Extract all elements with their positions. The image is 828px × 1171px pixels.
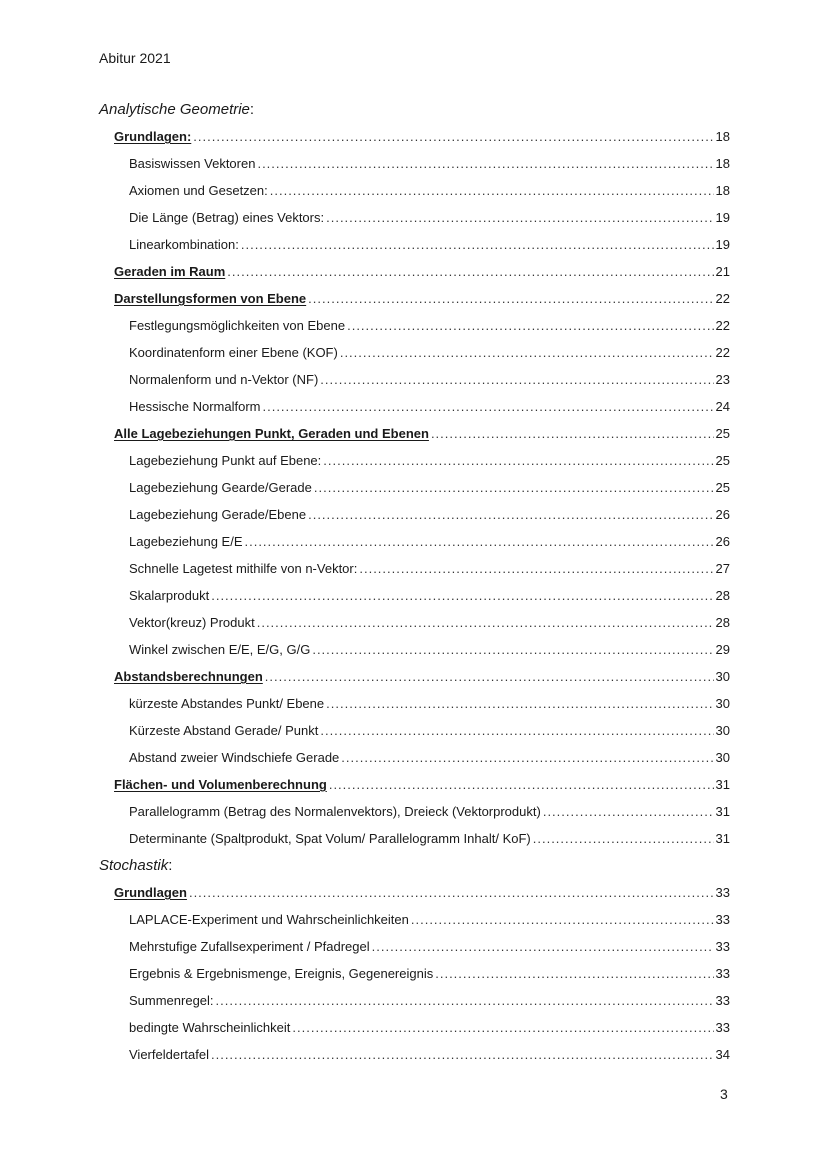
toc-section-title: Analytische Geometrie xyxy=(99,101,250,118)
dot-leader xyxy=(292,1014,713,1041)
toc-entry-label: kürzeste Abstandes Punkt/ Ebene xyxy=(129,696,325,711)
toc-entry-page-number: 23 xyxy=(715,372,730,387)
toc-entry-label: Linearkombination: xyxy=(129,237,239,252)
toc-section-colon: : xyxy=(249,101,255,118)
toc-entry-label: Geraden im Raum xyxy=(114,264,226,279)
toc-entry-page-number: 24 xyxy=(715,399,730,414)
dot-leader xyxy=(323,447,713,474)
toc-entry-page-number: 31 xyxy=(715,831,730,846)
toc-entry-label: Vierfeldertafel xyxy=(129,1047,209,1062)
dot-leader xyxy=(193,123,713,150)
toc-entry-page-number: 22 xyxy=(715,291,730,306)
toc-subentry[interactable] xyxy=(99,204,730,231)
toc-subentry[interactable] xyxy=(99,798,730,825)
dot-leader xyxy=(270,177,714,204)
dot-leader xyxy=(216,987,714,1014)
toc-subentry[interactable] xyxy=(99,339,730,366)
toc-subentry[interactable] xyxy=(99,366,730,393)
toc-subentry[interactable] xyxy=(99,150,730,177)
toc-subentry[interactable] xyxy=(99,825,730,852)
toc-entry-page-number: 25 xyxy=(715,453,730,468)
toc-subentry[interactable] xyxy=(99,690,730,717)
toc-entry-page-number: 19 xyxy=(715,237,730,252)
toc-entry-label: Normalenform und n-Vektor (NF) xyxy=(129,372,319,387)
dot-leader xyxy=(347,312,713,339)
dot-leader xyxy=(312,636,713,663)
dot-leader xyxy=(411,906,714,933)
dot-leader xyxy=(257,609,714,636)
toc-section-title: Stochastik xyxy=(99,857,169,874)
toc-subentry[interactable] xyxy=(99,474,730,501)
dot-leader xyxy=(308,285,713,312)
toc-subentry[interactable] xyxy=(99,744,730,771)
toc-subentry[interactable] xyxy=(99,933,730,960)
dot-leader xyxy=(314,474,714,501)
toc-entry-page-number: 33 xyxy=(715,993,730,1008)
toc-subentry[interactable] xyxy=(99,582,730,609)
toc-section-colon: : xyxy=(168,857,173,874)
dot-leader xyxy=(211,1041,714,1068)
toc-entry-page-number: 33 xyxy=(715,912,730,927)
toc-entry-label: Lagebeziehung Gearde/Gerade xyxy=(129,480,312,495)
toc-entry-page-number: 31 xyxy=(715,777,730,792)
dot-leader xyxy=(435,960,713,987)
toc-entry-label: Festlegungsmöglichkeiten von Ebene xyxy=(129,318,346,333)
toc-entry-label: Determinante (Spaltprodukt, Spat Volum/ Parallelogramm Inhalt/ KoF) xyxy=(129,831,531,846)
toc-entry-page-number: 26 xyxy=(715,507,730,522)
toc-entry-label: Koordinatenform einer Ebene (KOF) xyxy=(129,345,338,360)
toc-subentry[interactable] xyxy=(99,609,730,636)
dot-leader xyxy=(326,204,713,231)
toc-entry-page-number: 19 xyxy=(715,210,730,225)
dot-leader xyxy=(211,582,713,609)
toc-entry-label: Abstand zweier Windschiefe Gerade xyxy=(129,750,340,765)
dot-leader xyxy=(257,150,713,177)
toc-entry-page-number: 30 xyxy=(715,696,730,711)
toc-entry-label: Parallelogramm (Betrag des Normalenvektors), Dreieck (Vektorprodukt) xyxy=(129,804,541,819)
toc-chapter-entry[interactable] xyxy=(99,420,730,447)
toc-entry-page-number: 29 xyxy=(715,642,730,657)
dot-leader xyxy=(262,393,713,420)
toc-entry-label: Die Länge (Betrag) eines Vektors: xyxy=(129,210,325,225)
toc-entry-label: Axiomen und Gesetzen: xyxy=(129,183,268,198)
toc-entry-label: Vektor(kreuz) Produkt xyxy=(129,615,255,630)
toc-entry-label: Lagebeziehung Gerade/Ebene xyxy=(129,507,307,522)
toc-entry-label: bedingte Wahrscheinlichkeit xyxy=(129,1020,291,1035)
toc-subentry[interactable] xyxy=(99,987,730,1014)
toc-entry-page-number: 33 xyxy=(715,966,730,981)
toc-entry-page-number: 27 xyxy=(715,561,730,576)
toc-entry-label: Lagebeziehung E/E xyxy=(129,534,243,549)
toc-subentry[interactable] xyxy=(99,177,730,204)
dot-leader xyxy=(308,501,713,528)
dot-leader xyxy=(372,933,714,960)
dot-leader xyxy=(340,339,714,366)
toc-entry-page-number: 33 xyxy=(715,939,730,954)
dot-leader xyxy=(329,771,714,798)
toc-subentry[interactable] xyxy=(99,501,730,528)
dot-leader xyxy=(431,420,714,447)
toc-entry-label: Mehrstufige Zufallsexperiment / Pfadregel xyxy=(129,939,370,954)
toc-entry-label: Kürzeste Abstand Gerade/ Punkt xyxy=(129,723,319,738)
toc-subentry[interactable] xyxy=(99,1014,730,1041)
toc-subentry[interactable] xyxy=(99,906,730,933)
toc-entry-page-number: 22 xyxy=(715,318,730,333)
toc-subentry[interactable] xyxy=(99,528,730,555)
toc-chapter-entry[interactable] xyxy=(99,771,730,798)
toc-entry-page-number: 30 xyxy=(715,669,730,684)
toc-entry-label: Schnelle Lagetest mithilfe von n-Vektor: xyxy=(129,561,358,576)
toc-subentry[interactable] xyxy=(99,1041,730,1068)
toc-entry-page-number: 26 xyxy=(715,534,730,549)
toc-entry-label: LAPLACE-Experiment und Wahrscheinlichkeiten xyxy=(129,912,409,927)
toc-subentry[interactable] xyxy=(99,555,730,582)
toc-entry-page-number: 30 xyxy=(715,723,730,738)
dot-leader xyxy=(189,879,714,906)
toc-entry-label: Grundlagen xyxy=(114,885,187,900)
dot-leader xyxy=(341,744,713,771)
toc-chapter-entry[interactable] xyxy=(99,663,730,690)
toc-entry-label: Hessische Normalform xyxy=(129,399,261,414)
toc-subentry[interactable] xyxy=(99,393,730,420)
toc-entry-label: Grundlagen: xyxy=(114,129,192,144)
toc-entry-label: Flächen- und Volumenberechnung xyxy=(114,777,327,792)
toc-entry-page-number: 18 xyxy=(715,129,730,144)
toc-subentry[interactable] xyxy=(99,312,730,339)
toc-entry-label: Alle Lagebeziehungen Punkt, Geraden und Ebenen xyxy=(114,426,429,441)
toc-entry-label: Ergebnis & Ergebnismenge, Ereignis, Gegenereignis xyxy=(129,966,434,981)
toc-entry-page-number: 28 xyxy=(715,588,730,603)
dot-leader xyxy=(320,366,713,393)
toc-entry-label: Skalarprodukt xyxy=(129,588,210,603)
toc-section-heading xyxy=(99,96,730,123)
toc-entry-page-number: 31 xyxy=(715,804,730,819)
toc-chapter-entry[interactable] xyxy=(99,879,730,906)
toc-chapter-entry[interactable] xyxy=(99,258,730,285)
toc-section-heading xyxy=(99,852,730,879)
toc-entry-label: Abstandsberechnungen xyxy=(114,669,263,684)
toc-entry-page-number: 21 xyxy=(715,264,730,279)
toc-subentry[interactable] xyxy=(99,447,730,474)
toc-entry-page-number: 22 xyxy=(715,345,730,360)
toc-entry-label: Lagebeziehung Punkt auf Ebene: xyxy=(129,453,322,468)
toc-entry-page-number: 18 xyxy=(715,156,730,171)
dot-leader xyxy=(244,528,713,555)
toc-chapter-entry[interactable] xyxy=(99,285,730,312)
toc-entry-page-number: 25 xyxy=(715,480,730,495)
toc-entry-label: Winkel zwischen E/E, E/G, G/G xyxy=(129,642,311,657)
dot-leader xyxy=(543,798,714,825)
toc-subentry[interactable] xyxy=(99,717,730,744)
toc-entry-page-number: 30 xyxy=(715,750,730,765)
toc-entry-label: Summenregel: xyxy=(129,993,214,1008)
toc-entry-label: Darstellungsformen von Ebene xyxy=(114,291,307,306)
dot-leader xyxy=(320,717,713,744)
dot-leader xyxy=(265,663,714,690)
toc-chapter-entry[interactable] xyxy=(99,123,730,150)
dot-leader xyxy=(326,690,713,717)
toc-entry-page-number: 33 xyxy=(715,885,730,900)
toc-entry-page-number: 33 xyxy=(715,1020,730,1035)
dot-leader xyxy=(359,555,713,582)
running-header: Abitur 2021 xyxy=(99,50,171,66)
toc-entry-page-number: 18 xyxy=(715,183,730,198)
toc-subentry[interactable] xyxy=(99,636,730,663)
table-of-contents xyxy=(99,96,730,1068)
toc-entry-page-number: 28 xyxy=(715,615,730,630)
toc-entry-label: Basiswissen Vektoren xyxy=(129,156,256,171)
toc-subentry[interactable] xyxy=(99,960,730,987)
dot-leader xyxy=(241,231,714,258)
toc-subentry[interactable] xyxy=(99,231,730,258)
page-number: 3 xyxy=(720,1086,728,1102)
dot-leader xyxy=(227,258,713,285)
toc-entry-page-number: 34 xyxy=(715,1047,730,1062)
dot-leader xyxy=(533,825,714,852)
toc-entry-page-number: 25 xyxy=(715,426,730,441)
